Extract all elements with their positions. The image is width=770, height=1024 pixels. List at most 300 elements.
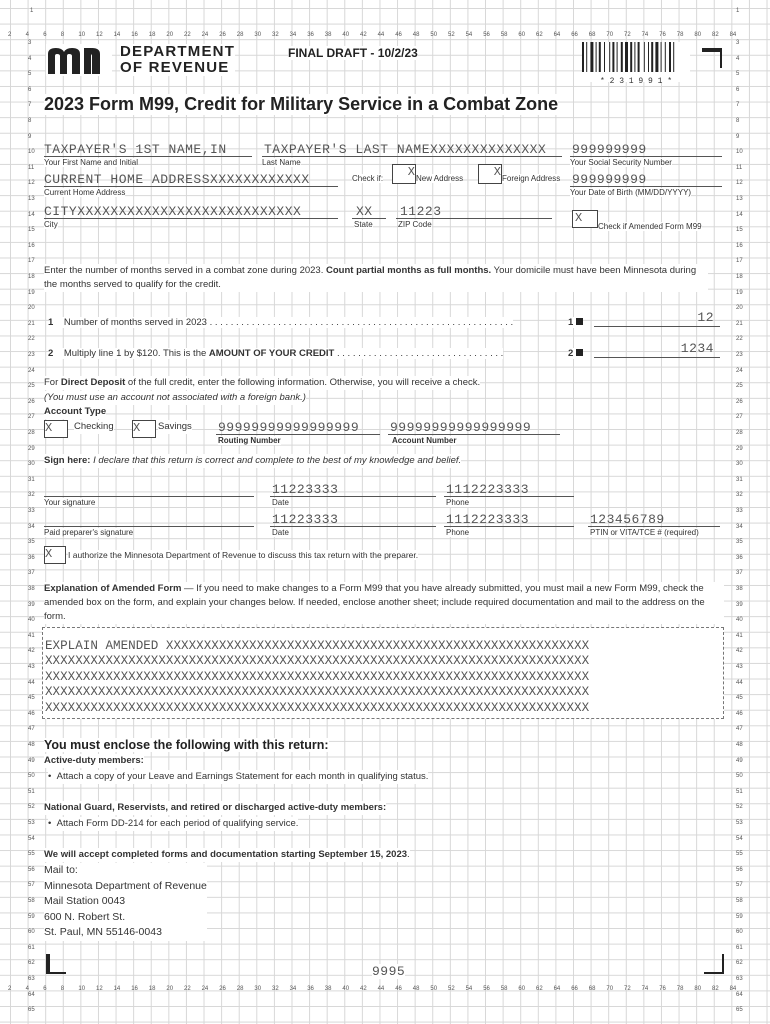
ruler-row-label: 64 [28, 991, 35, 998]
your-signature-label: Your signature [44, 498, 96, 507]
phone-1-underline [444, 496, 574, 497]
ruler-col-label: 18 [148, 32, 156, 38]
ruler-col-label: 68 [588, 32, 596, 38]
ruler-row-label: 46 [736, 710, 743, 717]
barcode-bar [651, 42, 653, 72]
barcode-bar [638, 42, 640, 72]
ruler-row-label: 52 [28, 804, 35, 811]
ruler-row-label: 27 [28, 414, 35, 421]
ruler-row-label: 6 [28, 86, 32, 93]
ruler-col-label: 58 [500, 32, 508, 38]
savings-label: Savings [158, 421, 192, 432]
corner-mark-bottom-left [46, 954, 66, 974]
line-2-number: 2 [48, 348, 54, 359]
ruler-col-label: 52 [448, 32, 455, 38]
ruler-col-label: 30 [254, 986, 262, 992]
ruler-col-label: 56 [483, 986, 490, 992]
line-2-underline [594, 357, 720, 358]
ruler-row-label: 12 [28, 180, 35, 187]
ruler-col-label: 4 [25, 986, 29, 992]
ruler-row-label: 47 [736, 726, 743, 733]
ruler-col-label: 50 [430, 32, 438, 38]
address-line-3: 600 N. Robert St. [44, 910, 126, 923]
ruler-col-label: 80 [694, 986, 702, 992]
line-1-number: 1 [48, 317, 54, 328]
ruler-row-label: 52 [736, 804, 743, 811]
left-ruler [25, 0, 42, 1024]
ruler-row-label: 16 [736, 242, 743, 249]
ssn-underline [570, 156, 722, 157]
account-type-label: Account Type [44, 406, 107, 417]
ruler-col-label: 72 [624, 32, 631, 38]
line-1-marker [576, 318, 583, 325]
ruler-col-label: 36 [307, 986, 314, 992]
barcode-bar [609, 42, 610, 72]
address-underline [44, 186, 338, 187]
deposit-intro-a: For [44, 377, 61, 388]
ruler-row-label: 19 [736, 289, 743, 296]
date-2-field[interactable]: 11223333 [272, 512, 339, 527]
ruler-row-label: 49 [28, 757, 35, 764]
ruler-col-label: 76 [659, 986, 666, 992]
ruler-col-label: 56 [483, 32, 490, 38]
bottom-ruler [0, 986, 770, 996]
ruler-row-label: 48 [736, 742, 743, 748]
ruler-col-label: 64 [553, 32, 561, 38]
bullet-icon: • [48, 818, 57, 829]
amended-explanation [44, 582, 724, 624]
barcode-bar [673, 42, 674, 72]
ruler-row-label: 58 [28, 898, 35, 904]
dept-line-1: DEPARTMENT [120, 43, 236, 60]
ruler-row-label: 54 [28, 835, 35, 842]
ruler-col-label: 14 [113, 986, 121, 992]
line-2-bold: AMOUNT OF YOUR CREDIT [208, 348, 335, 359]
ruler-row-label: 37 [736, 570, 743, 577]
amended-checkbox-label: Check if Amended Form M99 [598, 222, 702, 231]
ruler-row-label: 41 [28, 632, 35, 639]
ruler-row-label: 21 [736, 320, 743, 327]
ruler-col-label: 2 [8, 32, 12, 38]
line-1-amount[interactable]: 12 [697, 310, 714, 325]
ruler-row-label: 9 [736, 133, 740, 140]
state-label: State [354, 220, 373, 229]
ruler-row-label: 60 [736, 929, 743, 936]
ruler-col-label: 18 [148, 986, 156, 992]
ruler-row-label: 24 [28, 367, 35, 374]
barcode-bar [644, 42, 645, 72]
ruler-col-label: 40 [342, 32, 350, 38]
ruler-col-label: 74 [641, 32, 649, 38]
ruler-row-label: 8 [28, 118, 32, 124]
ruler-row-label: 16 [28, 242, 35, 249]
ruler-row-label: 18 [28, 274, 35, 280]
ruler-row-label: 12 [736, 180, 743, 187]
ruler-row-label: 56 [736, 866, 743, 873]
ruler-row-label: 31 [736, 476, 743, 483]
ruler-col-label: 82 [712, 32, 719, 38]
preparer-signature-line [44, 526, 254, 527]
intro-text-b: Your domicile must have been Minnesota during the months served to qualify for the credit. [44, 265, 697, 290]
ruler-row-label: 62 [28, 960, 35, 967]
signature-line [44, 496, 254, 497]
ruler-col-label: 6 [43, 32, 47, 38]
ruler-row-label: 20 [28, 305, 35, 312]
first-name-underline [44, 156, 252, 157]
ruler-col-label: 78 [676, 32, 684, 38]
ruler-row-label: 39 [736, 601, 743, 608]
ruler-row-label: 56 [28, 866, 35, 873]
phone-2-field[interactable]: 1112223333 [446, 512, 530, 527]
ruler-row-label: 22 [736, 336, 743, 343]
ruler-row-label: 18 [736, 274, 743, 280]
ruler-col-label: 84 [729, 32, 737, 38]
ruler-col-label: 60 [518, 986, 526, 992]
intro-text-a: Enter the number of months served in a combat zone during 2023. [44, 265, 326, 276]
first-name-field[interactable]: TAXPAYER'S 1ST NAME,IN [44, 142, 227, 157]
ruler-row-label: 3 [736, 40, 740, 46]
zip-label: ZIP Code [398, 220, 432, 229]
sign-here [44, 454, 461, 468]
ruler-row-label: 25 [736, 383, 743, 390]
ruler-row-label: 30 [736, 461, 743, 468]
ruler-row-label: 17 [736, 258, 743, 265]
savings-checkbox[interactable]: X [132, 420, 156, 438]
ruler-row-label: 42 [28, 648, 35, 655]
ruler-col-label: 44 [377, 986, 385, 992]
line-2-marker [576, 349, 583, 356]
ruler-row-label: 32 [28, 492, 35, 499]
ruler-col-label: 58 [500, 986, 508, 992]
zip-field[interactable]: 11223 [400, 204, 442, 219]
ruler-col-label: 6 [43, 986, 47, 992]
barcode-bars [582, 42, 690, 72]
ruler-col-label: 78 [676, 986, 684, 992]
ssn-field[interactable]: 999999999 [572, 142, 647, 157]
authorize-checkbox[interactable]: X [44, 546, 66, 564]
ruler-row-label: 10 [28, 149, 35, 156]
dept-line-2: OF REVENUE [120, 59, 230, 76]
date-1-field[interactable]: 11223333 [272, 482, 339, 497]
ruler-row-label: 22 [28, 336, 35, 343]
ruler-row-label: 13 [736, 196, 743, 202]
ruler-col-label: 22 [184, 986, 191, 992]
address-line-1: Minnesota Department of Revenue [44, 879, 207, 892]
phone-1-field[interactable]: 1112223333 [446, 482, 530, 497]
ruler-col-label: 24 [201, 32, 209, 38]
ruler-col-label: 64 [553, 986, 561, 992]
last-name-label: Last Name [262, 158, 301, 167]
active-duty-heading: Active-duty members: [44, 755, 144, 766]
phone-2-underline [444, 526, 574, 527]
line-2-text: Multiply line 1 by $120. This is the [63, 348, 209, 359]
ruler-row-label: 51 [736, 788, 743, 795]
date-1-label: Date [272, 498, 289, 507]
ruler-col-label: 12 [96, 32, 103, 38]
barcode-bar [596, 42, 597, 72]
ruler-col-label: 32 [272, 32, 279, 38]
amended-checkbox[interactable]: X [572, 210, 598, 228]
mail-to-label: Mail to: [44, 864, 78, 876]
ruler-col-label: 10 [78, 32, 86, 38]
routing-number-label: Routing Number [218, 436, 281, 445]
bullet-icon: • [48, 771, 57, 782]
new-address-checkbox[interactable]: X [392, 164, 416, 184]
ptin-field[interactable]: 123456789 [590, 512, 665, 527]
ruler-col-label: 48 [412, 986, 420, 992]
ruler-row-label: 55 [28, 851, 35, 858]
active-duty-item-text: Attach a copy of your Leave and Earnings Statement for each month in qualifying status. [56, 771, 429, 782]
ruler-col-label: 84 [729, 986, 737, 992]
ruler-col-label: 46 [395, 32, 402, 38]
barcode-bar [590, 42, 593, 72]
ruler-col-label: 26 [219, 32, 226, 38]
form-title: 2023 Form M99, Credit for Military Service in a Combat Zone [44, 94, 559, 114]
ruler-row-label: 62 [736, 960, 743, 967]
line-1-dots: . . . . . . . . . . . . . . . . . . . . . . . . . . . . . . . . . . . . . . . . . . . . . . . . . . . . . . . . . . [209, 317, 514, 328]
ruler-row-label: 28 [28, 430, 35, 436]
active-duty-item [48, 770, 428, 784]
ruler-row-label: 59 [736, 913, 743, 920]
ruler-col-label: 66 [571, 986, 578, 992]
sign-here-heading: Sign here: [44, 455, 91, 466]
ruler-row-label: 23 [736, 352, 743, 358]
ruler-col-label: 38 [324, 32, 332, 38]
phone-2-label: Phone [446, 528, 470, 537]
checking-checkbox[interactable]: X [44, 420, 68, 438]
ruler-col-label: 28 [236, 986, 244, 992]
dob-field[interactable]: 999999999 [572, 172, 647, 187]
ruler-row-label: 63 [736, 976, 743, 982]
barcode-bar [621, 42, 623, 72]
ruler-row-label: 30 [28, 461, 35, 468]
ruler-col-label: 34 [289, 32, 297, 38]
state-field[interactable]: XX [356, 204, 373, 219]
ruler-col-label: 54 [465, 986, 473, 992]
ruler-col-label: 30 [254, 32, 262, 38]
ruler-col-label: 20 [166, 32, 174, 38]
ruler-col-label: 16 [131, 32, 138, 38]
ruler-row-label: 32 [736, 492, 743, 499]
barcode-bar [634, 42, 635, 72]
ruler-row-label: 8 [736, 118, 740, 124]
dob-underline [570, 186, 722, 187]
foreign-address-label: Foreign Address [502, 174, 561, 183]
ruler-row-label: 25 [28, 383, 35, 390]
ruler-row-label: 60 [28, 929, 35, 936]
ruler-col-label: 8 [60, 32, 65, 38]
preparer-signature-label: Paid preparer's signature [44, 528, 134, 537]
ruler-col-label: 16 [131, 986, 138, 992]
barcode-bar [599, 42, 601, 72]
ruler-col-label: 66 [571, 32, 578, 38]
date-1-underline [270, 496, 436, 497]
amended-row-4: XXXXXXXXXXXXXXXXXXXXXXXXXXXXXXXXXXXXXXXXXXXXXXXXXXXXXXXXXXXXXXXXXXXXXXXX [45, 685, 590, 699]
ruler-col-label: 34 [289, 986, 297, 992]
deposit-intro-b: of the full credit, enter the following information. Otherwise, you will receive a check. [125, 377, 481, 388]
ruler-col-label: 42 [360, 32, 367, 38]
ruler-col-label: 40 [342, 986, 350, 992]
top-ruler [0, 32, 770, 42]
barcode-bar [586, 42, 587, 72]
ruler-row-label: 45 [28, 695, 35, 702]
ruler-row-label: 40 [736, 617, 743, 624]
corner-mark-bottom-right [704, 954, 724, 974]
ruler-top-right-mark: 1 [736, 8, 740, 14]
amended-row-1: EXPLAIN AMENDED XXXXXXXXXXXXXXXXXXXXXXXXXXXXXXXXXXXXXXXXXXXXXXXXXXXXXXXX [45, 639, 590, 653]
line-2-dots: . . . . . . . . . . . . . . . . . . . . . . . . . . . . . . . . [336, 348, 504, 359]
ruler-col-label: 36 [307, 32, 314, 38]
ruler-row-label: 61 [28, 944, 35, 951]
footer-code: 9995 [372, 964, 406, 979]
ruler-row-label: 35 [28, 539, 35, 546]
ruler-col-label: 62 [536, 986, 543, 992]
barcode-bar [661, 42, 662, 72]
line-1-ref-number: 1 [568, 317, 574, 328]
ruler-row-label: 11 [28, 164, 35, 171]
line-1-underline [594, 326, 720, 327]
ruler-row-label: 15 [28, 227, 35, 234]
ruler-col-label: 54 [465, 32, 473, 38]
routing-number-field[interactable]: 99999999999999999 [218, 420, 360, 435]
ruler-row-label: 57 [28, 882, 35, 889]
last-name-underline [262, 156, 562, 157]
ruler-col-label: 68 [588, 986, 596, 992]
ruler-row-label: 6 [736, 86, 740, 93]
ruler-row-label: 53 [28, 820, 35, 826]
department-name [120, 44, 235, 76]
ruler-row-label: 44 [28, 679, 35, 686]
ruler-row-label: 27 [736, 414, 743, 421]
ruler-row-label: 33 [736, 508, 743, 514]
ruler-col-label: 26 [219, 986, 226, 992]
ruler-row-label: 31 [28, 476, 35, 483]
ruler-row-label: 41 [736, 632, 743, 639]
line-2-amount[interactable]: 1234 [680, 341, 714, 356]
ruler-col-label: 70 [606, 986, 614, 992]
ruler-col-label: 44 [377, 32, 385, 38]
account-number-label: Account Number [392, 436, 457, 445]
ruler-col-label: 8 [60, 986, 65, 992]
amended-explanation-box[interactable] [42, 627, 724, 719]
checking-label: Checking [74, 421, 114, 432]
ruler-col-label: 74 [641, 986, 649, 992]
ruler-row-label: 54 [736, 835, 743, 842]
account-number-field[interactable]: 99999999999999999 [390, 420, 532, 435]
amended-text: — If you need to make changes to a Form M99 that you have already submitted, you must mail a new Form M99, check the amended box on the form, and explain your changes below. If needed, enclose another sheet; include required documentation and mail to the address on the form. [44, 583, 705, 622]
sign-declaration: I declare that this return is correct and complete to the best of my knowledge and belief. [90, 455, 462, 466]
ruler-row-label: 49 [736, 757, 743, 764]
barcode-bar [625, 42, 628, 72]
ruler-row-label: 45 [736, 695, 743, 702]
right-ruler [736, 0, 750, 1024]
ruler-row-label: 11 [736, 164, 743, 171]
ruler-row-label: 14 [28, 211, 35, 218]
barcode-bar [665, 42, 666, 72]
ruler-row-label: 36 [28, 554, 35, 561]
ruler-col-label: 62 [536, 32, 543, 38]
ruler-row-label: 15 [736, 227, 743, 234]
last-name-field[interactable]: TAXPAYER'S LAST NAMEXXXXXXXXXXXXXX [264, 142, 547, 157]
city-field[interactable]: CITYXXXXXXXXXXXXXXXXXXXXXXXXXXX [44, 204, 302, 219]
dob-label: Your Date of Birth (MM/DD/YYYY) [570, 188, 692, 197]
barcode-bar [617, 42, 618, 72]
ruler-row-label: 4 [736, 55, 740, 62]
check-if-label: Check if: [352, 174, 384, 183]
mailing-address [44, 863, 207, 941]
ruler-row-label: 23 [28, 352, 35, 358]
ruler-row-label: 26 [28, 398, 35, 405]
address-field[interactable]: CURRENT HOME ADDRESSXXXXXXXXXXXX [44, 172, 310, 187]
date-2-underline [270, 526, 436, 527]
foreign-address-checkbox[interactable]: X [478, 164, 502, 184]
ruler-row-label: 46 [28, 710, 35, 717]
phone-1-label: Phone [446, 498, 470, 507]
line-2 [48, 348, 503, 359]
ruler-row-label: 9 [28, 133, 32, 140]
line-1 [48, 317, 513, 328]
ruler-col-label: 50 [430, 986, 438, 992]
barcode-bar [655, 42, 658, 72]
ruler-col-label: 60 [518, 32, 526, 38]
ruler-row-label: 44 [736, 679, 743, 686]
draft-label: FINAL DRAFT - 10/2/23 [288, 46, 418, 60]
ruler-row-label: 51 [28, 788, 35, 795]
line-1-ref [568, 317, 583, 328]
accept-date-text: We will accept completed forms and documentation starting September 15, 2023 [44, 849, 408, 860]
ruler-row-label: 24 [736, 367, 743, 374]
barcode-number: * 2 3 1 9 9 1 * [599, 77, 672, 86]
accept-date [44, 848, 410, 862]
ruler-row-label: 17 [28, 258, 35, 265]
ruler-row-label: 5 [736, 71, 740, 78]
ruler-row-label: 61 [736, 944, 743, 951]
ruler-row-label: 28 [736, 430, 743, 436]
amended-heading: Explanation of Amended Form [44, 583, 182, 594]
authorize-text: I authorize the Minnesota Department of Revenue to discuss this tax return with the preparer. [68, 550, 419, 560]
ssn-label: Your Social Security Number [570, 158, 672, 167]
barcode-bar [648, 42, 649, 72]
routing-underline [216, 434, 380, 435]
barcode-bar [582, 42, 584, 72]
ruler-row-label: 55 [736, 851, 743, 858]
ruler-col-label: 42 [360, 986, 367, 992]
city-label: City [44, 220, 58, 229]
barcode-bar [604, 42, 605, 72]
ruler-row-label: 7 [28, 102, 32, 109]
ruler-col-label: 32 [272, 986, 279, 992]
barcode-bar [630, 42, 632, 72]
amended-row-5: XXXXXXXXXXXXXXXXXXXXXXXXXXXXXXXXXXXXXXXXXXXXXXXXXXXXXXXXXXXXXXXXXXXXXXXX [45, 701, 590, 715]
address-line-2: Mail Station 0043 [44, 895, 126, 908]
ruler-row-label: 63 [28, 976, 35, 982]
ruler-col-label: 4 [25, 32, 29, 38]
ptin-underline [588, 526, 720, 527]
deposit-intro [44, 376, 480, 390]
ruler-row-label: 34 [736, 523, 743, 530]
ruler-row-label: 38 [736, 586, 743, 592]
ruler-row-label: 29 [736, 445, 743, 452]
ptin-label: PTIN or VITA/TCE # (required) [590, 528, 699, 537]
ruler-row-label: 5 [28, 71, 32, 78]
ruler-row-label: 58 [736, 898, 743, 904]
ruler-row-label: 40 [28, 617, 35, 624]
ruler-row-label: 59 [28, 913, 35, 920]
ruler-row-label: 57 [736, 882, 743, 889]
guard-item-text: Attach Form DD-214 for each period of qualifying service. [56, 818, 299, 829]
deposit-note: (You must use an account not associated with a foreign bank.) [44, 392, 306, 403]
ruler-row-label: 47 [28, 726, 35, 733]
